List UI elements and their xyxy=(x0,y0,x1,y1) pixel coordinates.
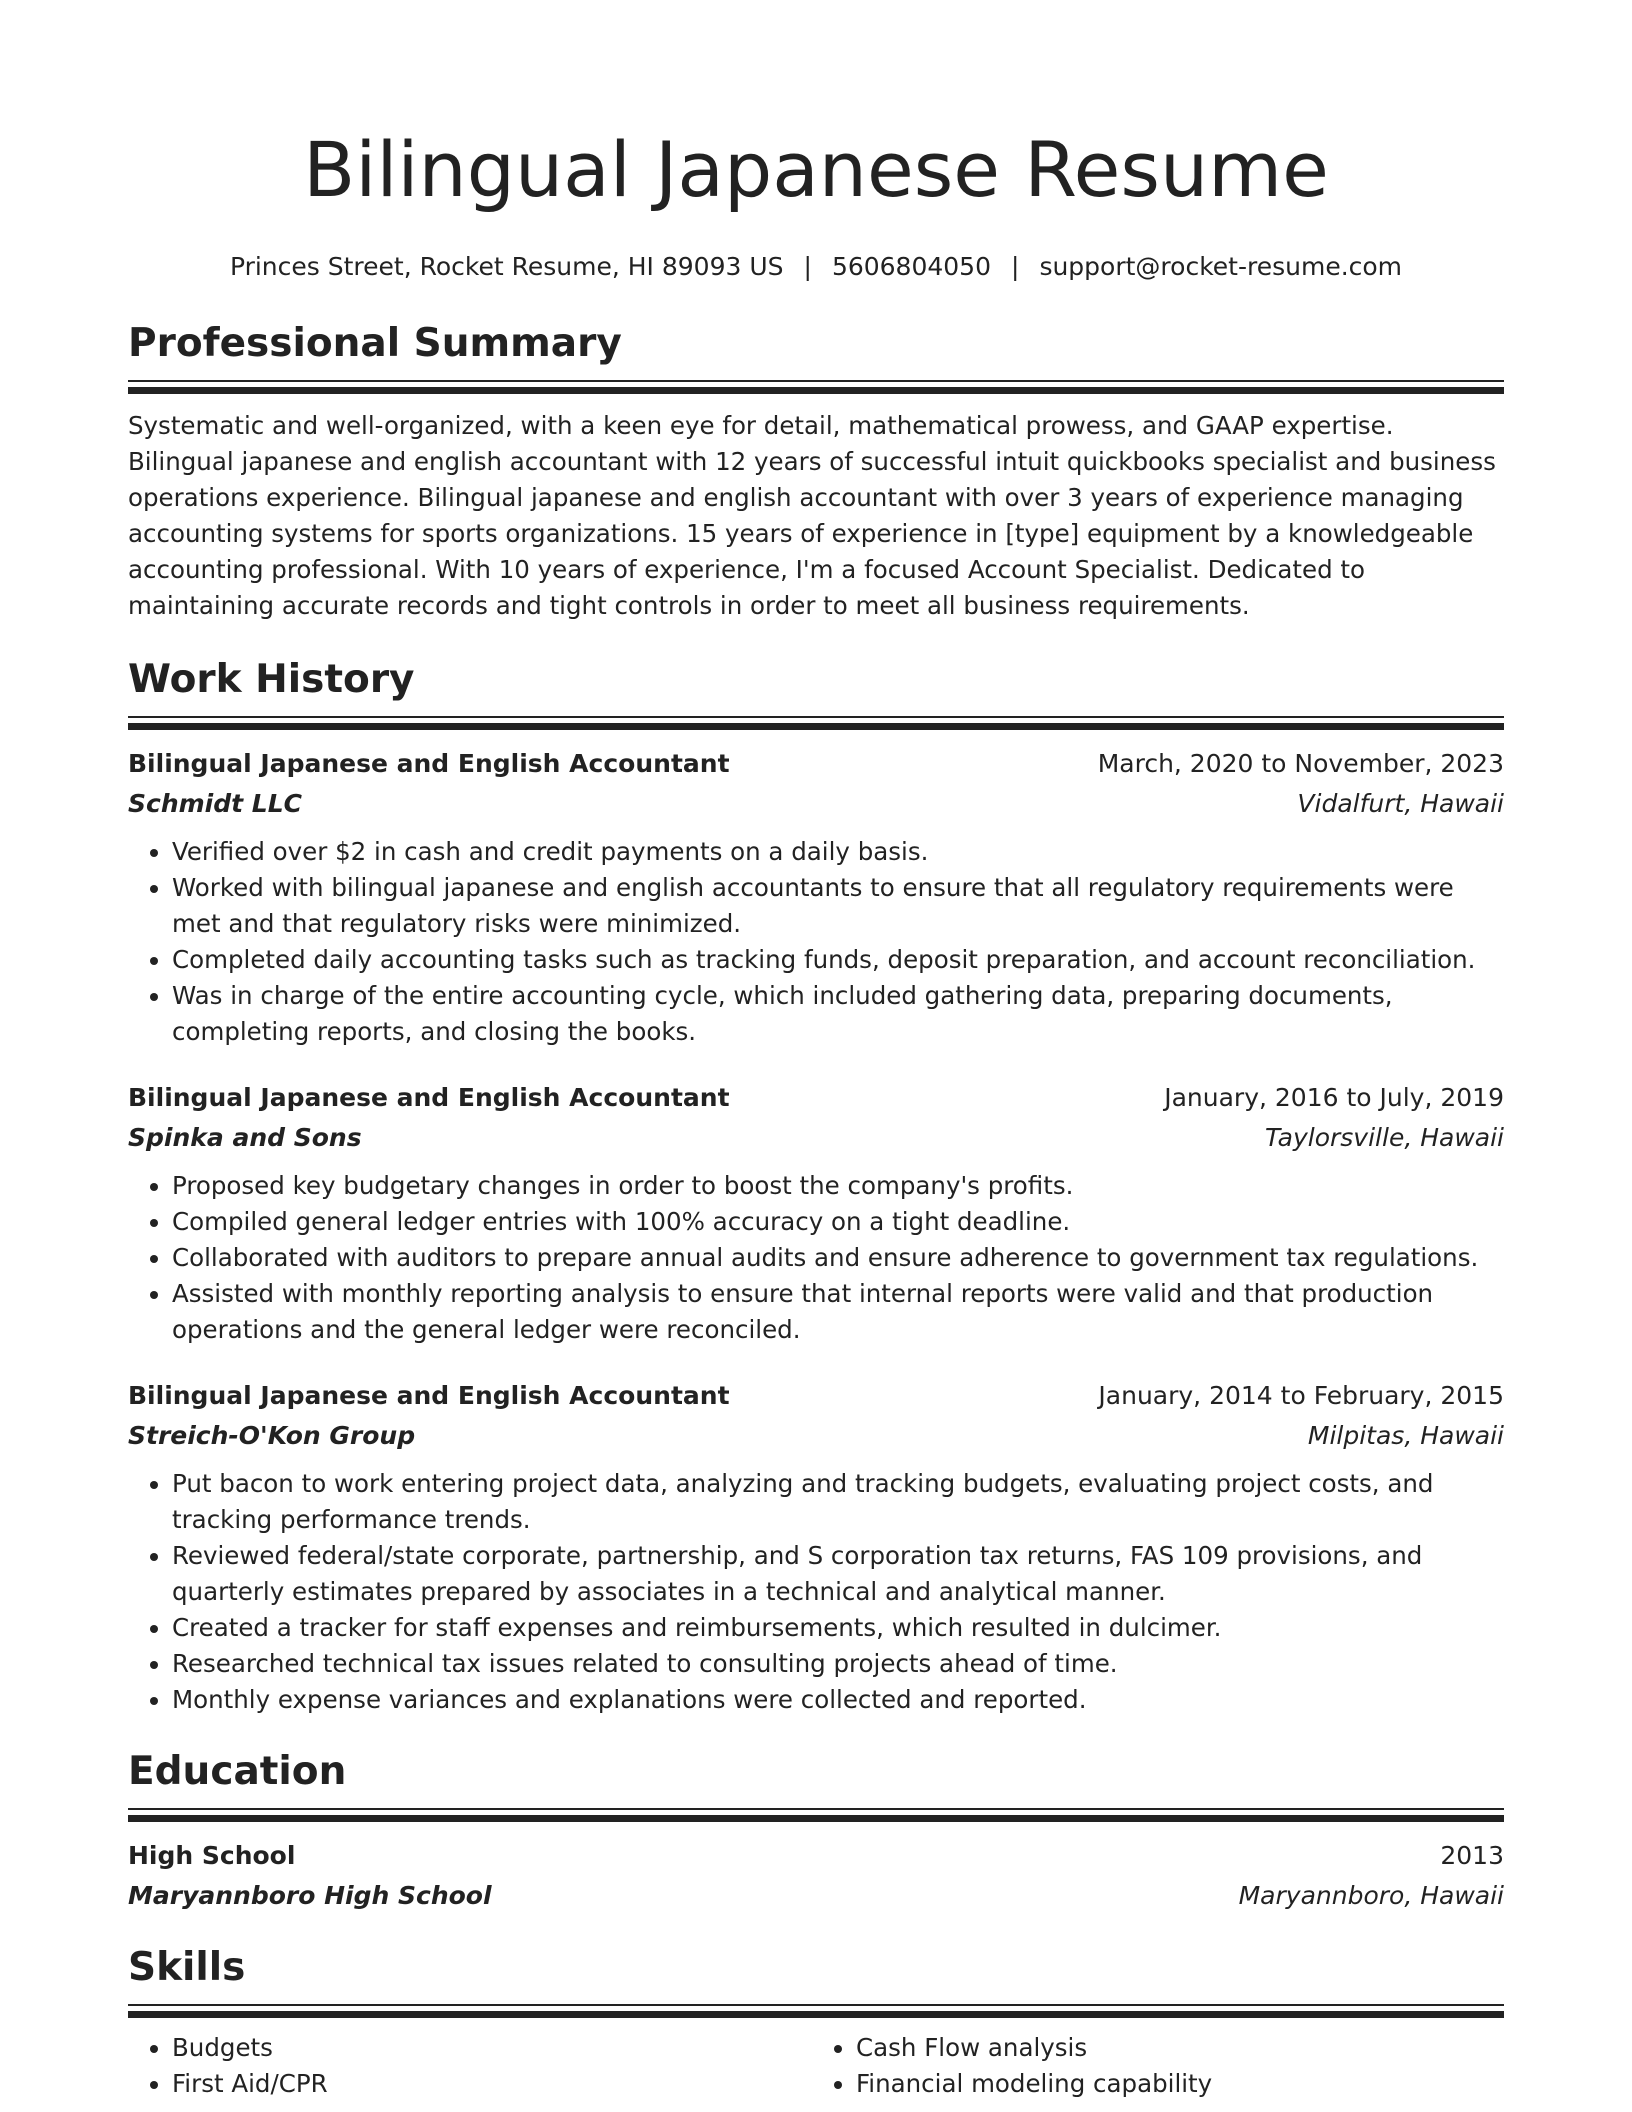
job-bullet: • Was in charge of the entire accounting cycle, which included gathering data, preparing documents, completing reports, and closing the books. xyxy=(172,978,1504,1050)
education-year: 2013 xyxy=(1440,1841,1504,1870)
contact-separator: | xyxy=(803,252,812,281)
job-company: Streich-O'Kon Group xyxy=(128,1421,416,1450)
contact-separator: | xyxy=(1011,252,1020,281)
contact-email: support@rocket-resume.com xyxy=(1039,252,1403,281)
skill-item: • Budgets xyxy=(172,2030,816,2066)
skill-item: • Financial modeling capability xyxy=(856,2066,1504,2102)
summary-text: Systematic and well-organized, with a keen eye for detail, mathematical prowess, and GAAP expertise. Bilingual japanese and english accountant with 12 years of successful intuit quickbooks specialist and business operations experience. Bilingual japanese and english accountant with over 3 years of experience managing accounting systems for sports organizations. 15 years of experience in [type] equipment by a knowledgeable accounting professional. With 10 years of experience, I'm a focused Account Specialist. Dedicated to maintaining accurate records and tight controls in order to meet all business requirements. xyxy=(128,411,1496,620)
education-location: Maryannboro, Hawaii xyxy=(1238,1881,1504,1910)
section-title-education: Education xyxy=(128,1749,347,1794)
resume-name: Bilingual Japanese Resume xyxy=(303,125,1329,214)
education-section xyxy=(128,1746,1504,1914)
contact-address: Princes Street, Rocket Resume, HI 89093 US xyxy=(229,252,784,281)
section-divider xyxy=(128,716,1504,730)
job-bullet: • Collaborated with auditors to prepare annual audits and ensure adherence to government tax regulations. xyxy=(172,1240,1504,1276)
job-subheader xyxy=(128,1120,1504,1156)
job-bullet: • Created a tracker for staff expenses and reimbursements, which resulted in dulcimer. xyxy=(172,1610,1504,1646)
job-bullet: • Worked with bilingual japanese and english accountants to ensure that all regulatory requirements were met and that regulatory risks were minimized. xyxy=(172,870,1504,942)
education-entry xyxy=(128,1838,1504,1914)
job-company: Spinka and Sons xyxy=(128,1123,362,1152)
skills-section xyxy=(128,1942,1504,2102)
section-title-skills: Skills xyxy=(128,1945,246,1990)
job-header xyxy=(128,1378,1504,1414)
education-header xyxy=(128,1838,1504,1874)
job-bullet: • Put bacon to work entering project data, analyzing and tracking budgets, evaluating project costs, and tracking performance trends. xyxy=(172,1466,1504,1538)
job-title: Bilingual Japanese and English Accountant xyxy=(128,749,730,778)
job-header xyxy=(128,1080,1504,1116)
job-bullets xyxy=(128,1168,1504,1348)
job-bullet: • Proposed key budgetary changes in order to boost the company's profits. xyxy=(172,1168,1504,1204)
skills-right-list xyxy=(816,2030,1504,2102)
contact-line xyxy=(128,250,1504,284)
section-title-work: Work History xyxy=(128,657,415,702)
job-bullet: • Reviewed federal/state corporate, partnership, and S corporation tax returns, FAS 109 provisions, and quarterly estimates prepared by associates in a technical and analytical manner. xyxy=(172,1538,1504,1610)
job-dates: January, 2016 to July, 2019 xyxy=(1164,1083,1504,1112)
job-company: Schmidt LLC xyxy=(128,789,302,818)
skill-item: • Cash Flow analysis xyxy=(856,2030,1504,2066)
job-bullet: • Assisted with monthly reporting analysis to ensure that internal reports were valid and that production operations and the general ledger were reconciled. xyxy=(172,1276,1504,1348)
job-bullet: • Compiled general ledger entries with 100% accuracy on a tight deadline. xyxy=(172,1204,1504,1240)
skills-columns xyxy=(128,2030,1504,2102)
summary-section xyxy=(128,318,1504,624)
job-bullets xyxy=(128,834,1504,1050)
skill-item: • First Aid/CPR xyxy=(172,2066,816,2102)
job-title: Bilingual Japanese and English Accountant xyxy=(128,1381,730,1410)
job-bullet: • Researched technical tax issues related to consulting projects ahead of time. xyxy=(172,1646,1504,1682)
job-bullet: • Monthly expense variances and explanations were collected and reported. xyxy=(172,1682,1504,1718)
work-section xyxy=(128,654,1504,1718)
skills-left-list xyxy=(128,2030,816,2102)
education-degree: High School xyxy=(128,1841,296,1870)
job-title: Bilingual Japanese and English Accountant xyxy=(128,1083,730,1112)
education-school: Maryannboro High School xyxy=(128,1881,492,1910)
job-bullets xyxy=(128,1466,1504,1718)
section-divider xyxy=(128,380,1504,394)
job-bullet: • Completed daily accounting tasks such as tracking funds, deposit preparation, and account reconciliation. xyxy=(172,942,1504,978)
job-location: Taylorsville, Hawaii xyxy=(1265,1123,1504,1152)
job-entry xyxy=(128,746,1504,1050)
job-subheader xyxy=(128,1418,1504,1454)
job-entry xyxy=(128,1378,1504,1718)
job-entry xyxy=(128,1080,1504,1348)
contact-phone: 5606804050 xyxy=(831,252,991,281)
section-divider xyxy=(128,1808,1504,1822)
job-location: Vidalfurt, Hawaii xyxy=(1297,789,1504,818)
job-bullet: • Verified over $2 in cash and credit payments on a daily basis. xyxy=(172,834,1504,870)
job-dates: March, 2020 to November, 2023 xyxy=(1097,749,1504,778)
section-divider xyxy=(128,2004,1504,2018)
job-dates: January, 2014 to February, 2015 xyxy=(1098,1381,1504,1410)
education-subheader xyxy=(128,1878,1504,1914)
section-title-summary: Professional Summary xyxy=(128,321,622,366)
job-subheader xyxy=(128,786,1504,822)
job-header xyxy=(128,746,1504,782)
job-location: Milpitas, Hawaii xyxy=(1307,1421,1504,1450)
